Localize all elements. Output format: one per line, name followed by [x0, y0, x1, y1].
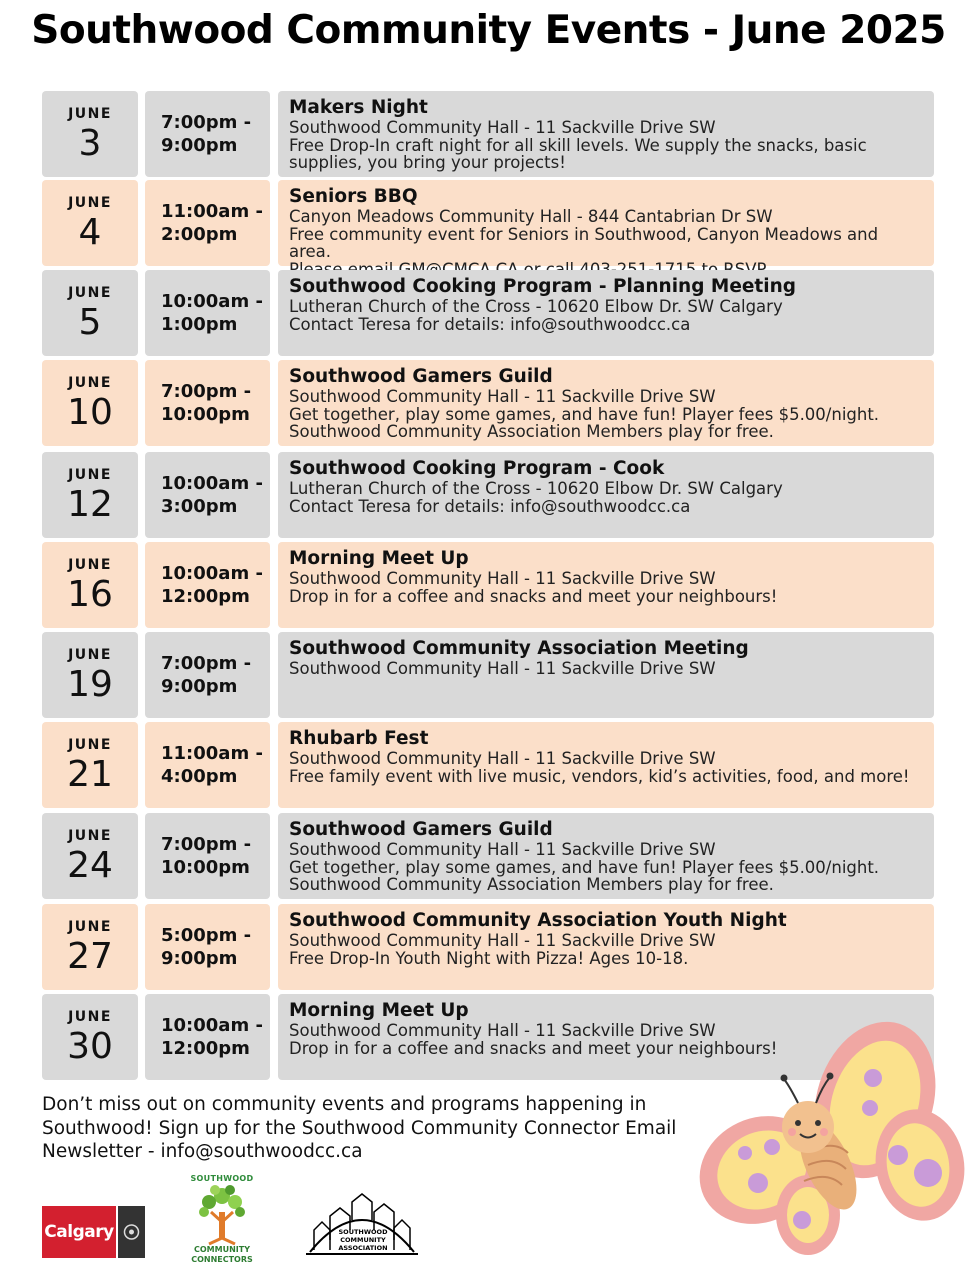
event-date-cell — [42, 813, 138, 899]
event-description: Southwood Community Hall - 11 Sackville Drive SW Free Drop-In craft night for all skill levels. We supply the snacks, basic supplies, you bring your projects! — [289, 118, 867, 173]
calgary-crest-icon — [118, 1206, 145, 1258]
event-date-cell — [42, 270, 138, 356]
event-title: Morning Meet Up — [289, 548, 469, 569]
event-month: JUNE — [68, 737, 112, 753]
event-details-cell — [278, 180, 934, 266]
event-date-cell — [42, 722, 138, 808]
event-details-cell — [278, 813, 934, 899]
event-details-cell — [278, 722, 934, 808]
event-description: Southwood Community Hall - 11 Sackville Drive SW Free Drop-In Youth Night with Pizza! Ages 10-18. — [289, 931, 716, 968]
event-time: 10:00am - 1:00pm — [161, 291, 263, 335]
calgary-logo-text: Calgary — [42, 1206, 116, 1258]
connectors-logo-bottom-text: COMMUNITY CONNECTORS — [191, 1245, 253, 1264]
event-time-cell — [145, 180, 270, 266]
event-month: JUNE — [68, 195, 112, 211]
event-description: Southwood Community Hall - 11 Sackville Drive SW Drop in for a coffee and snacks and meet your neighbours! — [289, 569, 778, 606]
event-day: 19 — [67, 664, 113, 705]
event-date-cell — [42, 632, 138, 718]
event-time: 11:00am - 2:00pm — [161, 201, 263, 245]
event-month: JUNE — [68, 106, 112, 122]
southwood-community-association-logo — [300, 1190, 424, 1260]
event-time: 5:00pm - 9:00pm — [161, 925, 252, 969]
event-details-cell — [278, 452, 934, 538]
event-month: JUNE — [68, 557, 112, 573]
event-time-cell — [145, 270, 270, 356]
event-time: 7:00pm - 9:00pm — [161, 653, 252, 697]
sca-logo-text: SOUTHWOOD COMMUNITY ASSOCIATION — [338, 1228, 388, 1252]
event-row — [42, 452, 934, 538]
event-time: 7:00pm - 10:00pm — [161, 834, 252, 878]
calgary-logo — [42, 1206, 145, 1258]
tree-icon — [187, 1182, 257, 1246]
event-day: 4 — [78, 212, 102, 253]
event-description: Southwood Community Hall - 11 Sackville Drive SW Free family event with live music, vendors, kid’s activities, food, and more! — [289, 749, 910, 786]
event-month: JUNE — [68, 919, 112, 935]
event-month: JUNE — [68, 828, 112, 844]
event-time: 7:00pm - 9:00pm — [161, 112, 252, 156]
event-day: 16 — [67, 574, 113, 615]
event-row — [42, 180, 934, 266]
event-description: Lutheran Church of the Cross - 10620 Elbow Dr. SW Calgary Contact Teresa for details: info@southwoodcc.ca — [289, 297, 783, 334]
event-date-cell — [42, 994, 138, 1080]
event-row — [42, 904, 934, 990]
event-row — [42, 722, 934, 808]
event-day: 24 — [67, 845, 113, 886]
event-time-cell — [145, 452, 270, 538]
event-day: 3 — [78, 123, 102, 164]
event-description: Southwood Community Hall - 11 Sackville Drive SW Get together, play some games, and have fun! Player fees $5.00/night. Southwood Community Association Members play for free. — [289, 387, 880, 442]
event-row — [42, 632, 934, 718]
event-day: 21 — [67, 754, 113, 795]
event-date-cell — [42, 360, 138, 446]
event-time: 10:00am - 12:00pm — [161, 563, 263, 607]
event-title: Seniors BBQ — [289, 186, 418, 207]
event-details-cell — [278, 360, 934, 446]
event-time-cell — [145, 542, 270, 628]
event-time: 10:00am - 3:00pm — [161, 473, 263, 517]
event-day: 12 — [67, 484, 113, 525]
event-description: Lutheran Church of the Cross - 10620 Elbow Dr. SW Calgary Contact Teresa for details: info@southwoodcc.ca — [289, 479, 783, 516]
event-month: JUNE — [68, 1009, 112, 1025]
event-month: JUNE — [68, 375, 112, 391]
event-time-cell — [145, 91, 270, 177]
event-title: Southwood Cooking Program - Planning Meeting — [289, 276, 797, 297]
event-title: Southwood Community Association Meeting — [289, 638, 749, 659]
event-details-cell — [278, 270, 934, 356]
event-time-cell — [145, 360, 270, 446]
event-month: JUNE — [68, 647, 112, 663]
event-details-cell — [278, 632, 934, 718]
event-row — [42, 813, 934, 899]
event-day: 5 — [78, 302, 102, 343]
event-time-cell — [145, 632, 270, 718]
event-date-cell — [42, 180, 138, 266]
event-row — [42, 542, 934, 628]
event-time: 10:00am - 12:00pm — [161, 1015, 263, 1059]
event-time: 11:00am - 4:00pm — [161, 743, 263, 787]
event-title: Morning Meet Up — [289, 1000, 469, 1021]
event-title: Southwood Gamers Guild — [289, 366, 553, 387]
event-description: Canyon Meadows Community Hall - 844 Cantabrian Dr SW Free community event for Seniors in Southwood, Canyon Meadows and area. — [289, 207, 879, 262]
event-title: Southwood Cooking Program - Cook — [289, 458, 665, 479]
event-time-cell — [145, 994, 270, 1080]
event-time: 7:00pm - 10:00pm — [161, 381, 252, 425]
event-description: Southwood Community Hall - 11 Sackville Drive SW Drop in for a coffee and snacks and meet your neighbours! — [289, 1021, 778, 1058]
newsletter-text: Don’t miss out on community events and programs happening in Southwood! Sign up for the Southwood Community Connector Email Newsletter - info@southwoodcc.ca — [42, 1094, 677, 1162]
event-date-cell — [42, 904, 138, 990]
event-description: Southwood Community Hall - 11 Sackville Drive SW Get together, play some games, and have fun! Player fees $5.00/night. Southwood Community Association Members play for free. — [289, 840, 880, 895]
event-row — [42, 91, 934, 177]
event-time-cell — [145, 904, 270, 990]
event-title: Southwood Gamers Guild — [289, 819, 553, 840]
event-time-cell — [145, 813, 270, 899]
butterfly-illustration — [690, 1015, 970, 1265]
event-date-cell — [42, 542, 138, 628]
event-month: JUNE — [68, 467, 112, 483]
event-day: 10 — [67, 392, 113, 433]
event-row — [42, 360, 934, 446]
community-connectors-logo — [187, 1172, 257, 1267]
event-title: Southwood Community Association Youth Night — [289, 910, 787, 931]
event-date-cell — [42, 452, 138, 538]
event-row — [42, 270, 934, 356]
event-title: Makers Night — [289, 97, 428, 118]
event-month: JUNE — [68, 285, 112, 301]
event-day: 27 — [67, 936, 113, 977]
event-details-cell — [278, 542, 934, 628]
event-details-cell — [278, 91, 934, 177]
event-date-cell — [42, 91, 138, 177]
event-day: 30 — [67, 1026, 113, 1067]
event-title: Rhubarb Fest — [289, 728, 429, 749]
event-details-cell — [278, 904, 934, 990]
page-title: Southwood Community Events - June 2025 — [31, 8, 946, 53]
event-time-cell — [145, 722, 270, 808]
event-description: Southwood Community Hall - 11 Sackville Drive SW — [289, 659, 716, 678]
connectors-logo-top-text: SOUTHWOOD — [190, 1174, 254, 1183]
